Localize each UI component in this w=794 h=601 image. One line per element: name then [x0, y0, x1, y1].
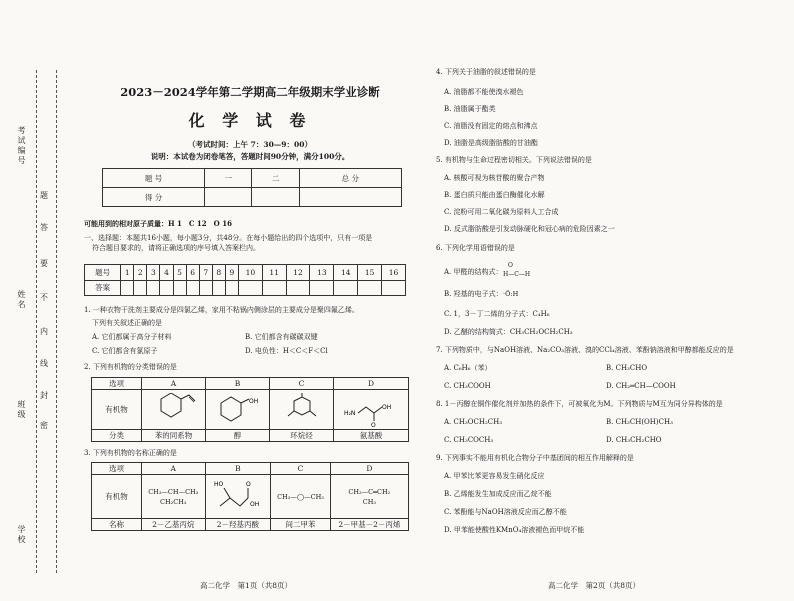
q9-option-c: C. 苯酚能与NaOH溶液反应而乙醇不能 [444, 508, 567, 516]
answer-number-cell: 2 [134, 265, 147, 281]
answer-number-cell: 11 [262, 265, 286, 281]
q5-option-a: A. 核酸可视为核苷酸的聚合产物 [444, 174, 545, 182]
answer-number-cell: 3 [147, 265, 160, 281]
seal-char: 不 [40, 293, 48, 302]
svg-text:O: O [371, 421, 376, 427]
answer-row-label: 题号 [85, 265, 121, 281]
q2-class-cell: 醇 [206, 430, 270, 442]
lactic-acid-structure [205, 475, 271, 519]
answer-input-cell[interactable] [238, 280, 262, 296]
section1-line2: 符合题目要求的，请将正确选项的序号填入答案栏内。 [92, 244, 260, 252]
q6-option-d: D. 乙醚的结构简式：CH₃CH₂OCH₂CH₃ [444, 328, 573, 336]
answer-number-cell: 1 [121, 265, 134, 281]
answer-row-label: 答案 [85, 280, 121, 296]
q1-stem-2: 下列有关叙述正确的是 [92, 319, 162, 327]
q2-header-cell: D [334, 378, 409, 390]
name-label: 姓名 [17, 290, 26, 310]
answer-input-cell[interactable] [212, 280, 225, 296]
binding-line-inner [56, 70, 57, 573]
q5-stem: 5. 有机物与生命过程密切相关。下列说法错误的是 [436, 156, 592, 164]
q1-option-c: C. 它们都含有氯原子 [92, 347, 158, 355]
q3-structure-c-text: CH₃—◯—CH₃ [277, 492, 324, 501]
q3-structure-a-main: CH₃—CH—CH₃ [148, 487, 199, 496]
answer-input-cell[interactable] [225, 280, 238, 296]
q7-option-a: A. C₆H₆（苯） [444, 364, 492, 372]
benzyl-alcohol-structure [206, 390, 270, 430]
answer-number-cell: 6 [186, 265, 199, 281]
q3-structure-d [330, 475, 408, 519]
seal-char: 内 [40, 327, 48, 336]
answer-number-cell: 10 [238, 265, 262, 281]
exam-time: （考试时间：上午 7：30—9：00） [188, 140, 312, 149]
answer-input-cell[interactable] [160, 280, 173, 296]
q3-structure-c [271, 475, 330, 519]
seal-char: 密 [40, 421, 48, 430]
answer-number-cell: 8 [212, 265, 225, 281]
q6-option-b: B. 羟基的电子式： [444, 290, 503, 298]
answer-number-cell: 7 [199, 265, 212, 281]
glycine-structure [334, 390, 409, 430]
score-table [102, 168, 402, 207]
q3-structure-a [142, 475, 206, 519]
hydroxyl-electron-formula: ·Ö:H [503, 290, 519, 298]
score-input-cell[interactable] [252, 188, 299, 207]
svg-text:O: O [245, 480, 251, 488]
q2-row-label: 有机物 [92, 390, 142, 430]
q3-header-cell: D [330, 463, 408, 475]
answer-input-cell[interactable] [134, 280, 147, 296]
binding-strip [0, 0, 68, 601]
q5-option-c: C. 淀粉可用二氧化碳为原料人工合成 [444, 208, 559, 216]
q2-class-cell: 氨基酸 [334, 430, 409, 442]
answer-number-cell: 16 [382, 265, 406, 281]
q7-stem: 7. 下列物质中，与NaOH溶液、Na₂CO₃溶液、溴的CCl₄溶液、苯酚钠溶液和甲醇都能反应的是 [436, 346, 734, 354]
q7-option-d: D. CH₂═CH—COOH [606, 382, 676, 390]
q3-name-cell: 2－羟基丙酸 [205, 519, 271, 531]
score-row-label: 得 分 [103, 188, 205, 207]
q8-option-a: A. CH₃OCH₂CH₃ [444, 418, 503, 426]
q5-option-d: D. 反式脂肪酸是引发动脉硬化和冠心病的危险因素之一 [444, 225, 615, 233]
q1-stem: 1. 一种衣物干洗剂主要成分是四氯乙烯，家用不粘锅内侧涂层的主要成分是聚四氟乙烯。 [84, 306, 359, 314]
q3-header-cell: 选项 [92, 463, 142, 475]
seal-char: 封 [40, 391, 48, 400]
q2-table [91, 377, 409, 442]
exam-note: 说明：本试卷为闭卷笔答，答题时间90分钟，满分100分。 [150, 152, 350, 161]
answer-input-cell[interactable] [334, 280, 358, 296]
q2-header-cell: A [142, 378, 206, 390]
formaldehyde-o: O [508, 262, 513, 269]
q2-stem: 2. 下列有机物的分类错误的是 [84, 363, 177, 371]
binding-line-outer [36, 70, 37, 573]
q3-table [91, 462, 409, 531]
exam-title: 2023－2024学年第二学期高二年级期末学业诊断 [120, 85, 380, 99]
q9-stem: 9. 下列事实不能用有机化合物分子中基团间的相互作用解释的是 [436, 454, 634, 462]
q6-stem: 6. 下列化学用语错误的是 [436, 244, 515, 252]
answer-number-cell: 13 [310, 265, 334, 281]
q3-name-cell: 2－甲基－2－丙烯 [330, 519, 408, 531]
q2-header-cell: B [206, 378, 270, 390]
q4-option-b: B. 油脂属于酯类 [444, 105, 496, 113]
answer-input-cell[interactable] [310, 280, 334, 296]
answer-input-cell[interactable] [286, 280, 310, 296]
q4-stem: 4. 下列关于油脂的叙述错误的是 [436, 68, 536, 76]
answer-number-cell: 9 [225, 265, 238, 281]
seal-char: 要 [40, 259, 48, 268]
seal-char: 答 [40, 223, 48, 232]
seal-char: 题 [40, 191, 48, 200]
answer-input-cell[interactable] [358, 280, 382, 296]
q3-header-cell: C [271, 463, 330, 475]
score-header-cell: 一 [205, 169, 252, 188]
q9-option-b: B. 乙烯能发生加成反应而乙烷不能 [444, 490, 552, 498]
q8-stem: 8. 1－丙醇在铜作催化剂并加热的条件下，可被氧化为M。下列物质与M互为同分异构体的是 [436, 400, 723, 408]
q2-class-cell: 苯的同系物 [142, 430, 206, 442]
answer-input-cell[interactable] [173, 280, 186, 296]
q3-name-cell: 间二甲苯 [271, 519, 330, 531]
answer-number-cell: 4 [160, 265, 173, 281]
answer-input-cell[interactable] [262, 280, 286, 296]
answer-number-cell: 5 [173, 265, 186, 281]
q4-option-c: C. 油脂没有固定的熔点和沸点 [444, 122, 538, 130]
school-label: 学校 [17, 525, 26, 545]
q3-structure-d-branch: CH₃ [362, 497, 376, 506]
q3-name-label: 名称 [92, 519, 142, 531]
svg-text:HO: HO [213, 480, 224, 488]
formaldehyde-formula: H—C—H [503, 271, 531, 278]
q8-option-b: B. CH₃CH(OH)CH₃ [606, 418, 673, 426]
answer-table [84, 264, 406, 296]
answer-input-cell[interactable] [121, 280, 134, 296]
svg-text:OH: OH [382, 403, 392, 411]
q9-option-d: D. 甲苯能使酸性KMnO₄溶液褪色而甲烷不能 [444, 526, 585, 534]
q3-name-cell: 2－乙基丙烷 [142, 519, 206, 531]
answer-input-cell[interactable] [147, 280, 160, 296]
class-label: 班级 [17, 400, 26, 420]
q3-structure-d-main: CH₃—C═CH₂ [348, 487, 391, 496]
q2-class-cell: 环烷烃 [270, 430, 334, 442]
q1-option-a: A. 它们都属于高分子材料 [92, 333, 172, 341]
svg-text:OH: OH [249, 500, 260, 508]
score-header-cell: 二 [252, 169, 299, 188]
score-input-cell[interactable] [205, 188, 252, 207]
q1-option-d: D. 电负性：H＜C＜F＜Cl [245, 347, 328, 355]
score-header-cell: 题 号 [103, 169, 205, 188]
q3-header-cell: A [142, 463, 206, 475]
q2-class-label: 分类 [92, 430, 142, 442]
trimethylcyclohexane-structure [270, 390, 334, 430]
exam-number-label: 考试编号 [17, 126, 26, 166]
q7-option-b: B. CH₃CHO [606, 364, 648, 372]
q7-option-c: C. CH₃COOH [444, 382, 491, 390]
section1-line1: 一、选择题：本题共16小题，每小题3分，共48分。在每小题给出的四个选项中，只有一项是 [84, 234, 373, 242]
q5-option-b: B. 蛋白质只能由蛋白酶催化水解 [444, 191, 545, 199]
q6-option-c: C. 1，3－丁二烯的分子式：C₄H₆ [444, 310, 550, 318]
q3-stem: 3. 下列有机物的名称正确的是 [84, 449, 177, 457]
score-header-cell: 总 分 [299, 169, 401, 188]
q2-header-cell: C [270, 378, 334, 390]
answer-input-cell[interactable] [186, 280, 199, 296]
q4-option-a: A. 油脂都不能使溴水褪色 [444, 88, 524, 96]
answer-number-cell: 15 [358, 265, 382, 281]
q2-header-cell: 选项 [92, 378, 142, 390]
footer-right: 高二化学 第2页（共8页） [548, 581, 641, 590]
styrene-structure [142, 390, 206, 430]
answer-input-cell[interactable] [382, 280, 406, 296]
subject-title: 化 学 试 卷 [188, 111, 312, 130]
q3-row-label: 有机物 [92, 475, 142, 519]
q9-option-a: A. 甲苯比苯更容易发生硝化反应 [444, 472, 545, 480]
footer-left: 高二化学 第1页（共8页） [200, 581, 293, 590]
q6-option-a: A. 甲醛的结构式： [444, 268, 503, 276]
svg-text:OH: OH [248, 397, 258, 405]
svg-text:H₂N: H₂N [344, 409, 356, 417]
q3-structure-a-branch: CH₂CH₃ [160, 497, 187, 506]
atomic-mass-line: 可能用到的相对原子质量：H 1 C 12 O 16 [84, 219, 232, 228]
score-input-cell[interactable] [299, 188, 401, 207]
q8-option-c: C. CH₃COCH₃ [444, 436, 494, 444]
seal-char: 线 [40, 359, 48, 368]
q8-option-d: D. CH₃CH₂CHO [606, 436, 662, 444]
answer-number-cell: 12 [286, 265, 310, 281]
answer-input-cell[interactable] [199, 280, 212, 296]
answer-number-cell: 14 [334, 265, 358, 281]
q3-header-cell: B [205, 463, 271, 475]
q4-option-d: D. 油脂是高级脂肪酸的甘油酯 [444, 139, 538, 147]
q1-option-b: B. 它们都含有碳碳双键 [245, 333, 318, 341]
